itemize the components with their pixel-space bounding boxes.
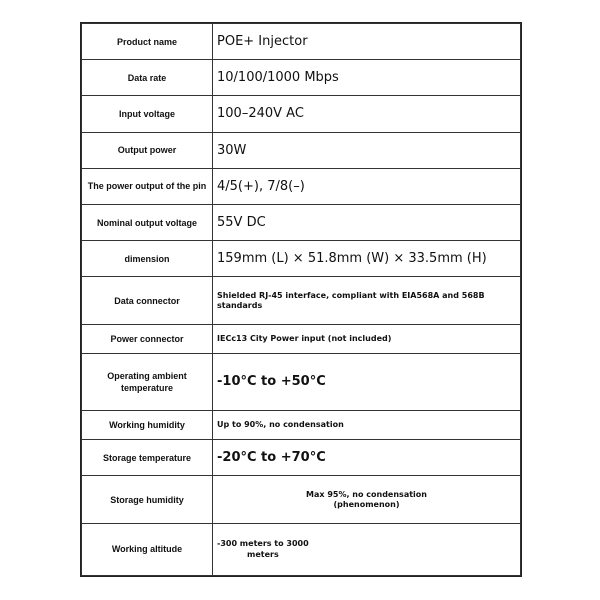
- table-row: [82, 277, 521, 325]
- row-value-line: -300 meters to 3000: [217, 539, 309, 549]
- row-label: Operating ambient temperature: [82, 354, 213, 411]
- table-row: [82, 24, 521, 60]
- row-value: [213, 523, 521, 575]
- table-row: [82, 132, 521, 168]
- row-label: Nominal output voltage: [82, 204, 213, 240]
- row-value: POE+ Injector: [213, 24, 521, 60]
- row-label: dimension: [82, 241, 213, 277]
- row-value: -20°C to +70°C: [213, 440, 521, 476]
- table-row: [82, 60, 521, 96]
- row-label: Data connector: [82, 277, 213, 325]
- row-label: Working humidity: [82, 410, 213, 439]
- table-row: [82, 354, 521, 411]
- spec-table: [81, 23, 521, 576]
- row-label: Product name: [82, 24, 213, 60]
- row-label: Data rate: [82, 60, 213, 96]
- table-row: [82, 204, 521, 240]
- table-row: [82, 523, 521, 575]
- table-row: [82, 324, 521, 353]
- row-label: Output power: [82, 132, 213, 168]
- row-label: The power output of the pin: [82, 168, 213, 204]
- table-row: [82, 440, 521, 476]
- table-row: [82, 96, 521, 132]
- row-value: -10°C to +50°C: [213, 354, 521, 411]
- row-label: Power connector: [82, 324, 213, 353]
- table-row: [82, 476, 521, 524]
- table-row: [82, 241, 521, 277]
- row-value: IECc13 City Power input (not included): [213, 324, 521, 353]
- row-value: 10/100/1000 Mbps: [213, 60, 521, 96]
- row-value: 159mm (L) × 51.8mm (W) × 33.5mm (H): [213, 241, 521, 277]
- row-label: Storage humidity: [82, 476, 213, 524]
- row-value-line: (phenomenon): [333, 499, 400, 509]
- row-value: 55V DC: [213, 204, 521, 240]
- row-label: Storage temperature: [82, 440, 213, 476]
- row-label: Input voltage: [82, 96, 213, 132]
- table-row: [82, 168, 521, 204]
- table-row: [82, 410, 521, 439]
- row-value: 100–240V AC: [213, 96, 521, 132]
- row-value: 30W: [213, 132, 521, 168]
- row-value: Shielded RJ-45 interface, compliant with EIA568A and 568B standards: [213, 277, 521, 325]
- row-value-line: Max 95%, no condensation: [306, 489, 427, 499]
- row-value-line: meters: [247, 550, 279, 560]
- row-value: Up to 90%, no condensation: [213, 410, 521, 439]
- row-value: [213, 476, 521, 524]
- row-label: Working altitude: [82, 523, 213, 575]
- spec-sheet: [80, 22, 522, 577]
- row-value: 4/5(+), 7/8(–): [213, 168, 521, 204]
